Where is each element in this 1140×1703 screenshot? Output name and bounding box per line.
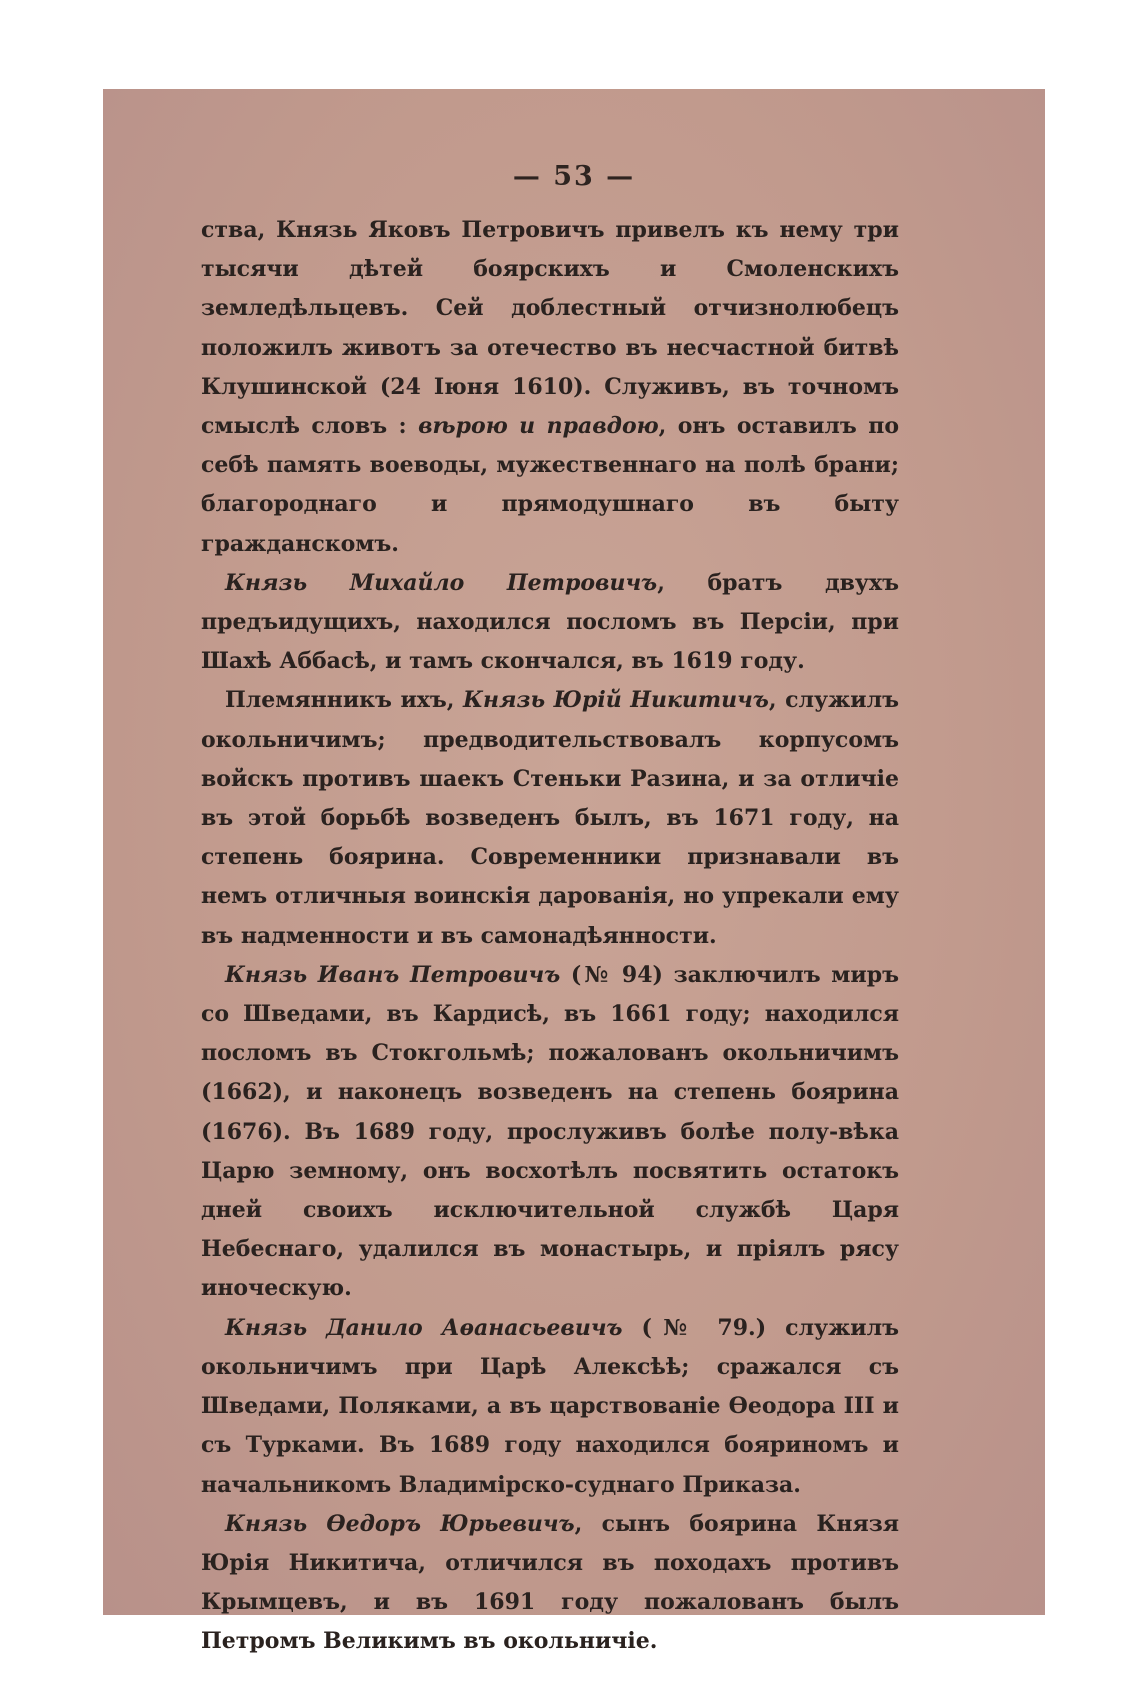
body-text <box>201 211 899 1662</box>
italic-name: Князь Данило Аѳанасьевичъ <box>225 1314 623 1341</box>
paragraph-text: Племянникъ ихъ, <box>225 687 463 714</box>
paragraph-text: , онъ оставилъ по себѣ память воеводы, мужественнаго на полѣ брани; благороднаго и прямодушнаго въ быту гражданскомъ. <box>201 413 899 557</box>
paragraph-text: , служилъ окольничимъ; предводительствовалъ корпусомъ войскъ противъ шаекъ Стеньки Разина, и за отличіе въ этой борьбѣ возведенъ былъ, въ 1671 году, на степень боярина. Современники признавали въ немъ отличныя воинскія дарованія, но упрекали ему въ надменности и въ самонадѣянности. <box>201 687 899 949</box>
paragraph <box>201 211 899 564</box>
italic-name: Князь Ѳедоръ Юрьевичъ <box>225 1510 575 1537</box>
paragraph <box>201 956 899 1309</box>
paragraph-text: , сынъ боярина Князя Юрія Никитича, отличился въ походахъ противъ Крымцевъ, и въ 1691 году пожалованъ былъ Петромъ Великимъ въ окольничіе. <box>201 1510 899 1655</box>
paragraph <box>201 1505 899 1662</box>
italic-name: вѣрою и правдою <box>418 413 659 440</box>
paragraph-text: (№ 79.) служилъ окольничимъ при Царѣ Алексѣѣ; сражался съ Шведами, Поляками, а въ царствованіе Ѳеодора III и съ Турками. Въ 1689 году находился бояриномъ и начальникомъ Владимірско-суднаго Приказа. <box>201 1314 899 1498</box>
book-page <box>103 89 1045 1655</box>
paragraph <box>201 564 899 682</box>
paragraph <box>201 1309 899 1505</box>
paragraph-text: , братъ двухъ предъидущихъ, находился посломъ въ Персіи, при Шахѣ Аббасѣ, и тамъ скончался, въ 1619 году. <box>201 569 899 675</box>
paragraph-text: (№ 94) заключилъ миръ со Шведами, въ Кардисѣ, въ 1661 году; находился посломъ въ Стокгольмѣ; пожалованъ окольничимъ (1662), и наконецъ возведенъ на степень боярина (1676). Въ 1689 году, прослуживъ болѣе полу-вѣка Царю земному, онъ восхотѣлъ посвятить остатокъ дней своихъ исключительной службѣ Царя Небеснаго, удалился въ монастырь, и пріялъ рясу иноческую. <box>201 961 899 1302</box>
italic-name: Князь Юрій Никитичъ <box>462 687 769 714</box>
paragraph-text: ства, Князь Яковъ Петровичъ привелъ къ нему три тысячи дѣтей боярскихъ и Смоленскихъ земледѣльцевъ. Сей доблестный отчизнолюбецъ положилъ животъ за отечество въ несчастной битвѣ Клушинской (24 Іюня 1610). Служивъ, въ точномъ смыслѣ словъ : <box>201 217 899 440</box>
italic-name: Князь Михайло Петровичъ <box>225 569 658 596</box>
italic-name: Князь Иванъ Петровичъ <box>225 961 561 988</box>
paragraph <box>201 681 899 955</box>
page-number: — 53 — <box>512 161 636 192</box>
